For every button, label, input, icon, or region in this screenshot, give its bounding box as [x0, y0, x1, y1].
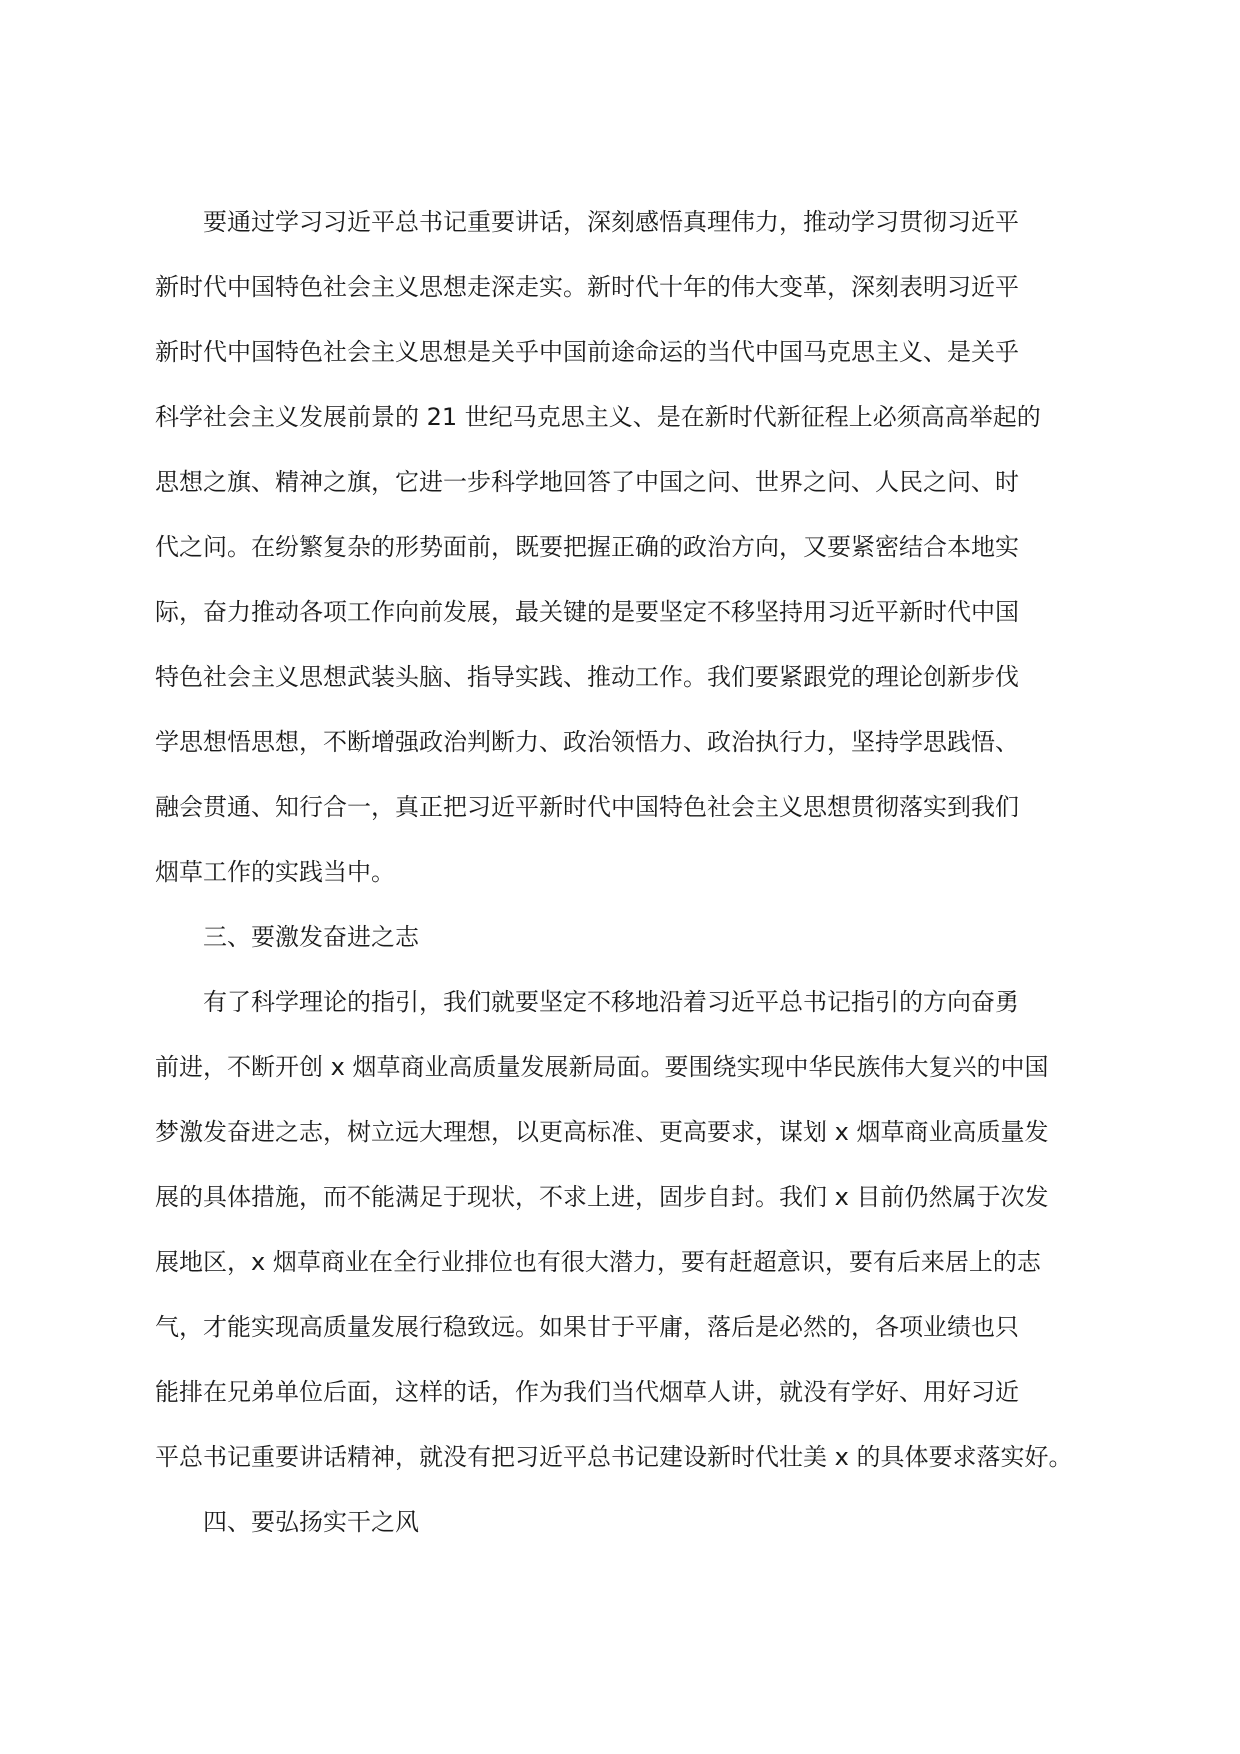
- section-heading: 三、要激发奋进之志: [203, 923, 419, 951]
- section-heading: 四、要弘扬实干之风: [203, 1508, 419, 1536]
- paragraph-line: 际，奋力推动各项工作向前发展，最关键的是要坚定不移坚持用习近平新时代中国: [155, 598, 1019, 626]
- paragraph-line: 特色社会主义思想武装头脑、指导实践、推动工作。我们要紧跟党的理论创新步伐: [155, 663, 1019, 691]
- paragraph-line: 气，才能实现高质量发展行稳致远。如果甘于平庸，落后是必然的，各项业绩也只: [155, 1313, 1019, 1341]
- paragraph-line: 思想之旗、精神之旗，它进一步科学地回答了中国之问、世界之问、人民之问、时: [155, 468, 1019, 496]
- paragraph-line: 新时代中国特色社会主义思想走深走实。新时代十年的伟大变革，深刻表明习近平: [155, 273, 1019, 301]
- document-body: [155, 190, 1095, 1555]
- paragraph-line: 有了科学理论的指引，我们就要坚定不移地沿着习近平总书记指引的方向奋勇: [203, 988, 1019, 1016]
- paragraph-line: 展的具体措施，而不能满足于现状，不求上进，固步自封。我们 x 目前仍然属于次发: [155, 1183, 1049, 1211]
- paragraph-line: 前进，不断开创 x 烟草商业高质量发展新局面。要围绕实现中华民族伟大复兴的中国: [155, 1053, 1049, 1081]
- paragraph-line: 展地区，x 烟草商业在全行业排位也有很大潜力，要有赶超意识，要有后来居上的志: [155, 1248, 1041, 1276]
- paragraph-line: 代之问。在纷繁复杂的形势面前，既要把握正确的政治方向，又要紧密结合本地实: [155, 533, 1019, 561]
- paragraph-line: 新时代中国特色社会主义思想是关乎中国前途命运的当代中国马克思主义、是关乎: [155, 338, 1019, 366]
- paragraph-line: 能排在兄弟单位后面，这样的话，作为我们当代烟草人讲，就没有学好、用好习近: [155, 1378, 1019, 1406]
- paragraph-line: 平总书记重要讲话精神，就没有把习近平总书记建设新时代壮美 x 的具体要求落实好。: [155, 1443, 1073, 1471]
- paragraph-line: 学思想悟思想，不断增强政治判断力、政治领悟力、政治执行力，坚持学思践悟、: [155, 728, 1019, 756]
- paragraph-line: 烟草工作的实践当中。: [155, 858, 395, 886]
- paragraph-line: 要通过学习习近平总书记重要讲话，深刻感悟真理伟力，推动学习贯彻习近平: [203, 208, 1019, 236]
- paragraph-line: 融会贯通、知行合一，真正把习近平新时代中国特色社会主义思想贯彻落实到我们: [155, 793, 1019, 821]
- paragraph-line: 科学社会主义发展前景的 21 世纪马克思主义、是在新时代新征程上必须高高举起的: [155, 403, 1041, 431]
- paragraph-line: 梦激发奋进之志，树立远大理想，以更高标准、更高要求，谋划 x 烟草商业高质量发: [155, 1118, 1049, 1146]
